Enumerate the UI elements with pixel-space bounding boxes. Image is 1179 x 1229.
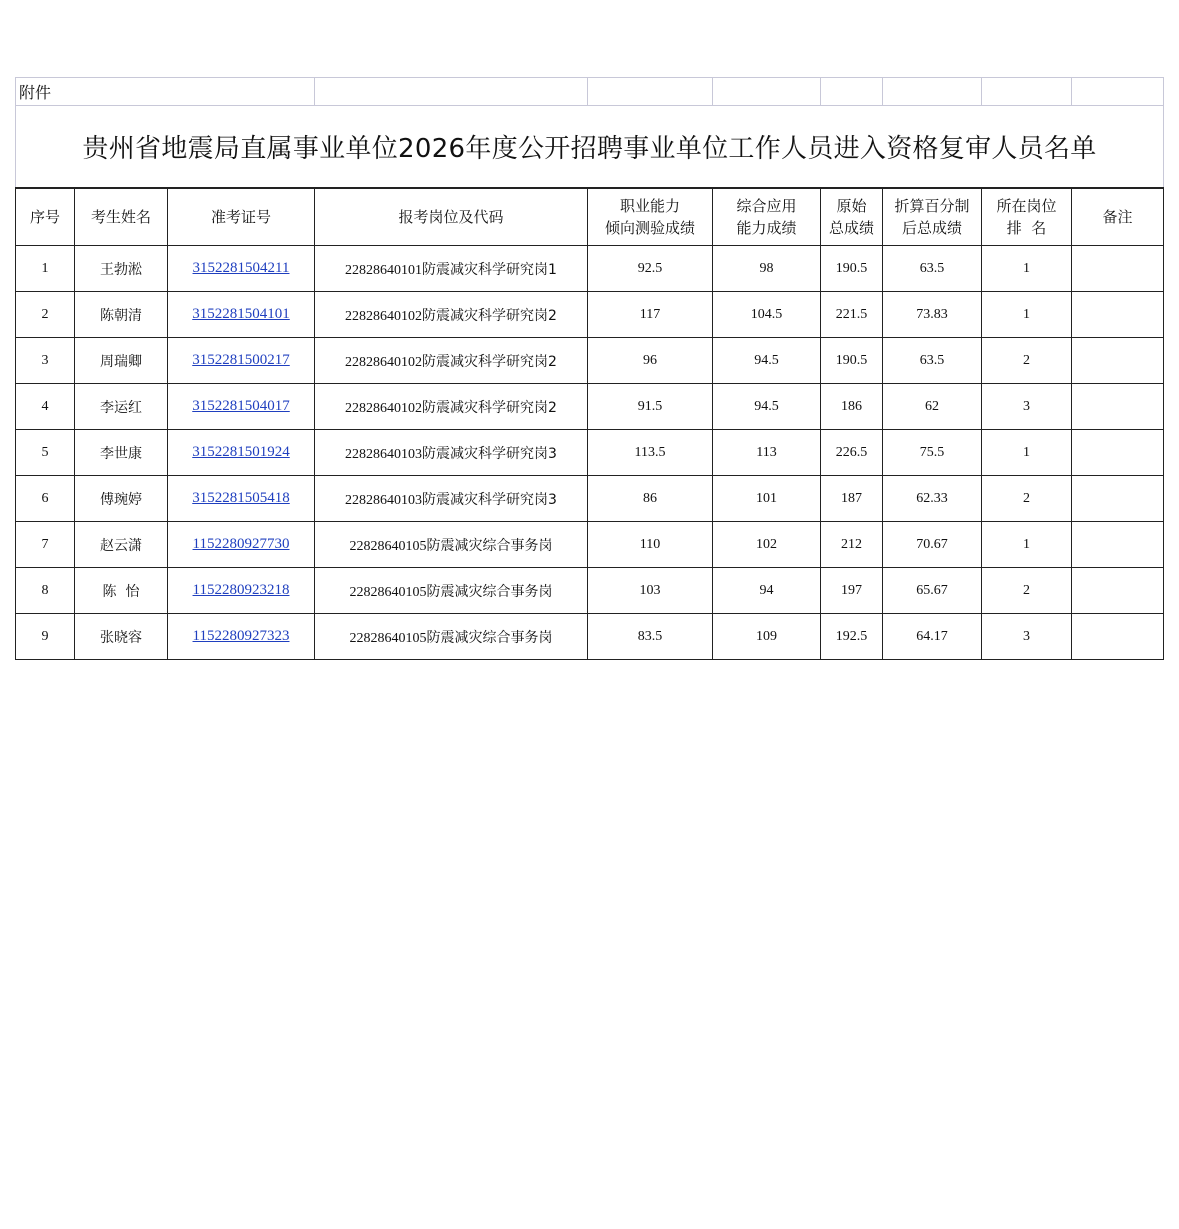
- cell-percent-total: 62.33: [883, 476, 982, 522]
- table-row: [16, 338, 1164, 384]
- position-name: 防震减灾综合事务岗: [426, 629, 553, 646]
- cell-rank: 2: [982, 338, 1072, 384]
- position-code: 22828640105: [349, 584, 427, 600]
- cell-aptitude: 113.5: [588, 430, 713, 476]
- cell-name: 张晓容: [75, 614, 168, 660]
- cell-percent-total: 70.67: [883, 522, 982, 568]
- cell-position: [315, 338, 588, 384]
- table-row: [16, 384, 1164, 430]
- cell-rank: 2: [982, 476, 1072, 522]
- attachment-label: 附件: [16, 78, 315, 106]
- header-position: 报考岗位及代码: [315, 188, 588, 246]
- cell-ticket: [168, 614, 315, 660]
- cell-percent-total: 75.5: [883, 430, 982, 476]
- cell-aptitude: 91.5: [588, 384, 713, 430]
- cell-aptitude: 96: [588, 338, 713, 384]
- ticket-link[interactable]: 1152280923218: [192, 582, 290, 598]
- ticket-link[interactable]: 1152280927323: [192, 628, 290, 644]
- cell-remarks: [1072, 614, 1164, 660]
- cell-rank: 1: [982, 430, 1072, 476]
- cell-ticket: [168, 430, 315, 476]
- cell-aptitude: 117: [588, 292, 713, 338]
- cell-raw-total: 192.5: [821, 614, 883, 660]
- header-seq: 序号: [16, 188, 75, 246]
- position-code: 22828640103: [345, 446, 423, 462]
- candidate-table: [15, 77, 1164, 660]
- cell-aptitude: 83.5: [588, 614, 713, 660]
- header-applied: 综合应用 能力成绩: [713, 188, 821, 246]
- cell-ticket: [168, 338, 315, 384]
- position-name: 防震减灾科学研究岗2: [422, 353, 557, 370]
- cell-position: [315, 292, 588, 338]
- cell-percent-total: 65.67: [883, 568, 982, 614]
- cell-applied: 98: [713, 246, 821, 292]
- cell-rank: 1: [982, 292, 1072, 338]
- ticket-link[interactable]: 1152280927730: [192, 536, 290, 552]
- cell-remarks: [1072, 292, 1164, 338]
- cell-raw-total: 226.5: [821, 430, 883, 476]
- cell-rank: 3: [982, 384, 1072, 430]
- cell-seq: 2: [16, 292, 75, 338]
- cell-raw-total: 212: [821, 522, 883, 568]
- cell-percent-total: 64.17: [883, 614, 982, 660]
- cell-aptitude: 92.5: [588, 246, 713, 292]
- position-code: 22828640102: [345, 308, 423, 324]
- cell-ticket: [168, 568, 315, 614]
- position-name: 防震减灾科学研究岗2: [422, 307, 557, 324]
- header-remarks: 备注: [1072, 188, 1164, 246]
- cell-position: [315, 246, 588, 292]
- position-name: 防震减灾科学研究岗1: [422, 261, 557, 278]
- table-row: [16, 430, 1164, 476]
- cell-applied: 94: [713, 568, 821, 614]
- cell-seq: 6: [16, 476, 75, 522]
- cell-position: [315, 430, 588, 476]
- cell-remarks: [1072, 476, 1164, 522]
- cell-seq: 3: [16, 338, 75, 384]
- cell-name: 赵云潇: [75, 522, 168, 568]
- cell-aptitude: 103: [588, 568, 713, 614]
- cell-raw-total: 190.5: [821, 338, 883, 384]
- cell-position: [315, 384, 588, 430]
- ticket-link[interactable]: 3152281505418: [192, 490, 290, 506]
- document-title: 贵州省地震局直属事业单位2026年度公开招聘事业单位工作人员进入资格复审人员名单: [16, 106, 1164, 189]
- header-row: [16, 188, 1164, 246]
- cell-raw-total: 221.5: [821, 292, 883, 338]
- cell-seq: 9: [16, 614, 75, 660]
- table-row: [16, 476, 1164, 522]
- header-rank: 所在岗位 排 名: [982, 188, 1072, 246]
- cell-percent-total: 62: [883, 384, 982, 430]
- cell-applied: 104.5: [713, 292, 821, 338]
- cell-rank: 1: [982, 246, 1072, 292]
- cell-percent-total: 63.5: [883, 338, 982, 384]
- cell-ticket: [168, 246, 315, 292]
- position-code: 22828640102: [345, 400, 423, 416]
- cell-raw-total: 187: [821, 476, 883, 522]
- cell-remarks: [1072, 568, 1164, 614]
- cell-seq: 7: [16, 522, 75, 568]
- position-name: 防震减灾综合事务岗: [426, 537, 553, 554]
- position-code: 22828640105: [349, 630, 427, 646]
- cell-seq: 5: [16, 430, 75, 476]
- cell-name: 李世康: [75, 430, 168, 476]
- attachment-row: [16, 78, 1164, 106]
- cell-remarks: [1072, 338, 1164, 384]
- cell-rank: 1: [982, 522, 1072, 568]
- cell-applied: 94.5: [713, 338, 821, 384]
- cell-name: 李运红: [75, 384, 168, 430]
- ticket-link[interactable]: 3152281504211: [192, 260, 290, 276]
- table-row: [16, 568, 1164, 614]
- cell-rank: 3: [982, 614, 1072, 660]
- header-ticket: 准考证号: [168, 188, 315, 246]
- position-code: 22828640103: [345, 492, 423, 508]
- cell-aptitude: 110: [588, 522, 713, 568]
- cell-remarks: [1072, 246, 1164, 292]
- position-name: 防震减灾科学研究岗3: [422, 491, 557, 508]
- cell-name: 陈朝清: [75, 292, 168, 338]
- cell-position: [315, 614, 588, 660]
- position-code: 22828640101: [345, 262, 423, 278]
- cell-applied: 101: [713, 476, 821, 522]
- cell-ticket: [168, 292, 315, 338]
- cell-seq: 4: [16, 384, 75, 430]
- cell-remarks: [1072, 384, 1164, 430]
- cell-rank: 2: [982, 568, 1072, 614]
- position-name: 防震减灾科学研究岗2: [422, 399, 557, 416]
- cell-aptitude: 86: [588, 476, 713, 522]
- header-percent-total: 折算百分制 后总成绩: [883, 188, 982, 246]
- cell-applied: 94.5: [713, 384, 821, 430]
- table-row: [16, 614, 1164, 660]
- cell-raw-total: 190.5: [821, 246, 883, 292]
- cell-position: [315, 522, 588, 568]
- cell-raw-total: 186: [821, 384, 883, 430]
- header-raw-total: 原始 总成绩: [821, 188, 883, 246]
- cell-percent-total: 63.5: [883, 246, 982, 292]
- position-code: 22828640102: [345, 354, 423, 370]
- cell-name: 傅琬婷: [75, 476, 168, 522]
- cell-percent-total: 73.83: [883, 292, 982, 338]
- cell-remarks: [1072, 522, 1164, 568]
- cell-applied: 113: [713, 430, 821, 476]
- table-row: [16, 292, 1164, 338]
- ticket-link[interactable]: 3152281500217: [192, 352, 290, 368]
- cell-raw-total: 197: [821, 568, 883, 614]
- cell-seq: 8: [16, 568, 75, 614]
- cell-name: 陈 怡: [75, 568, 168, 614]
- cell-ticket: [168, 522, 315, 568]
- cell-position: [315, 568, 588, 614]
- cell-ticket: [168, 476, 315, 522]
- ticket-link[interactable]: 3152281501924: [192, 444, 290, 460]
- header-name: 考生姓名: [75, 188, 168, 246]
- cell-ticket: [168, 384, 315, 430]
- table-row: [16, 246, 1164, 292]
- cell-name: 王勃淞: [75, 246, 168, 292]
- cell-name: 周瑞卿: [75, 338, 168, 384]
- cell-applied: 109: [713, 614, 821, 660]
- header-aptitude: 职业能力 倾向测验成绩: [588, 188, 713, 246]
- position-name: 防震减灾科学研究岗3: [422, 445, 557, 462]
- table-row: [16, 522, 1164, 568]
- ticket-link[interactable]: 3152281504017: [192, 398, 290, 414]
- cell-applied: 102: [713, 522, 821, 568]
- cell-seq: 1: [16, 246, 75, 292]
- cell-remarks: [1072, 430, 1164, 476]
- position-name: 防震减灾综合事务岗: [426, 583, 553, 600]
- title-row: [16, 106, 1164, 189]
- cell-position: [315, 476, 588, 522]
- position-code: 22828640105: [349, 538, 427, 554]
- ticket-link[interactable]: 3152281504101: [192, 306, 290, 322]
